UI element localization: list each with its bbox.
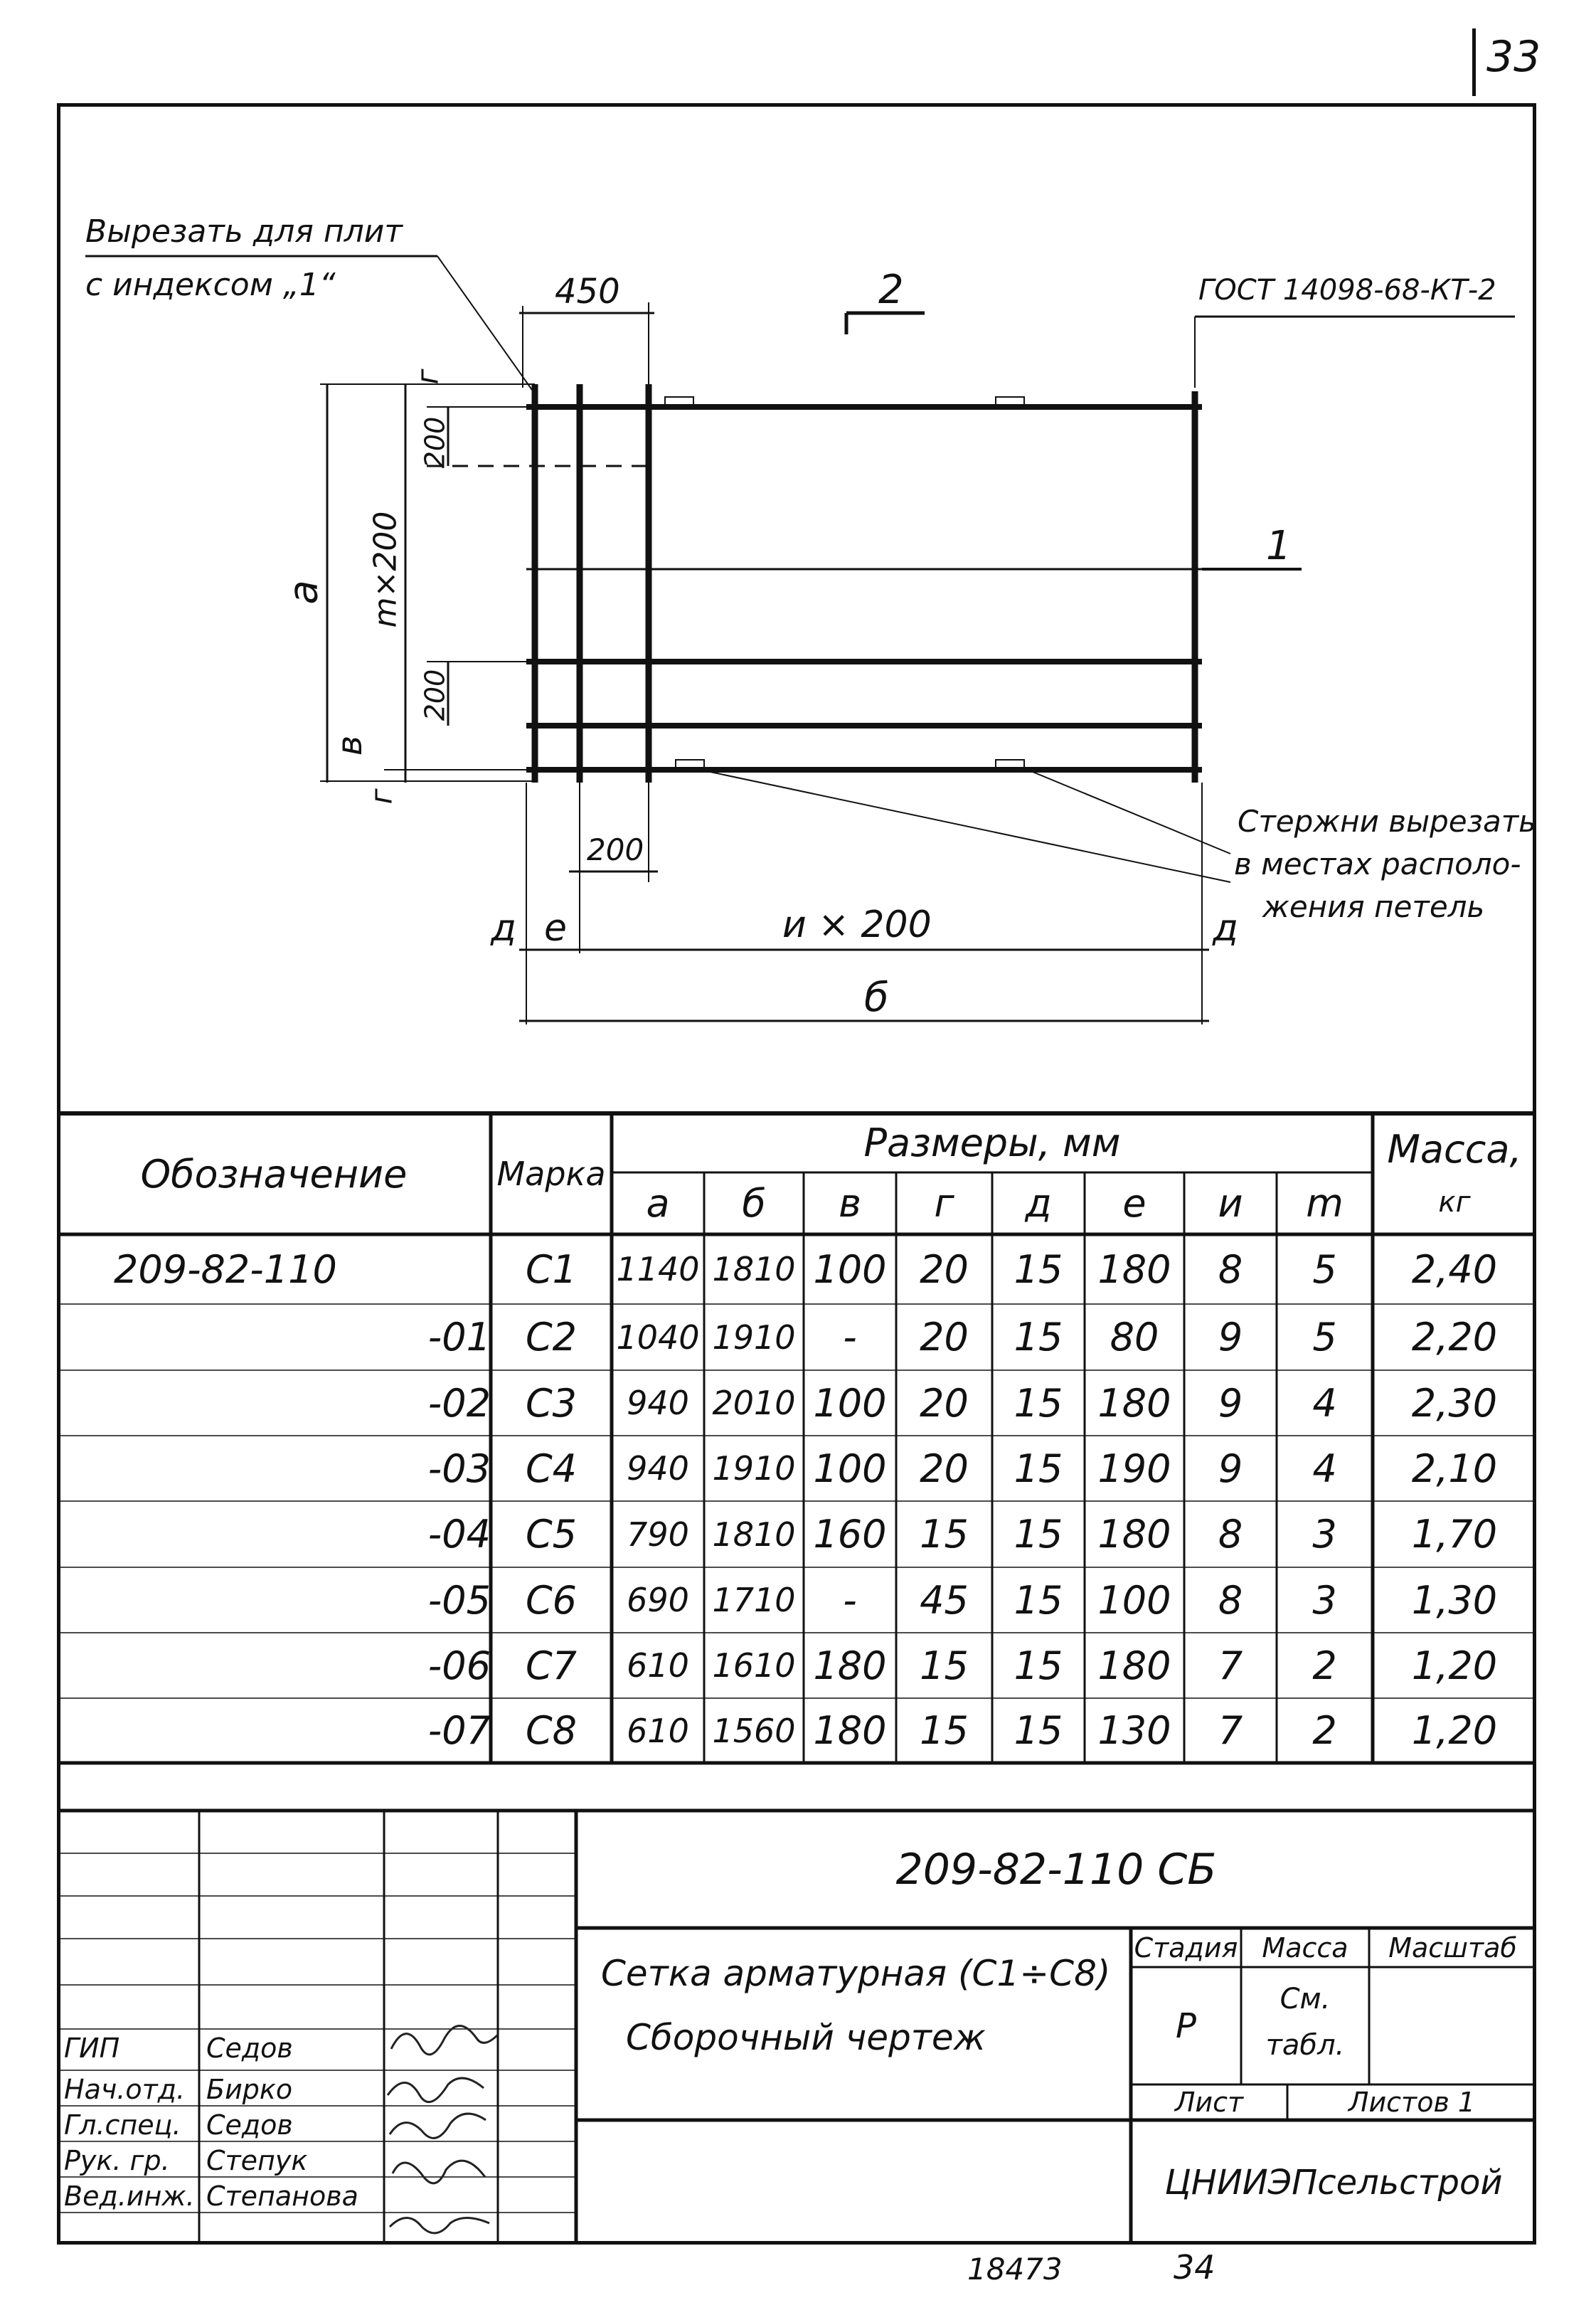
staff-role: ГИП (64, 2033, 120, 2064)
loop-note-line1: Стержни вырезать (1238, 804, 1536, 839)
staff-name: Седов (206, 2109, 293, 2141)
row-designation: -04 (427, 1512, 491, 1557)
row-cell-mass: 2,40 (1411, 1246, 1498, 1292)
row-cell-v: 100 (813, 1380, 887, 1426)
cut-note-line1: Вырезать для плит (85, 213, 403, 250)
row-cell-mass: 2,30 (1411, 1380, 1498, 1426)
row-cell-d: 15 (1014, 1315, 1063, 1360)
row-cell-e: 180 (1097, 1643, 1171, 1688)
row-cell-b: 1610 (712, 1646, 796, 1685)
staff-name: Бирко (206, 2074, 293, 2105)
subheader-2: в (839, 1181, 861, 1226)
title-line1: Сетка арматурная (С1÷С8) (601, 1953, 1111, 1994)
staff-name: Седов (206, 2033, 293, 2064)
row-cell-v: 160 (813, 1512, 887, 1557)
dim-d-right: д (1213, 907, 1238, 950)
sheets-label: Листов 1 (1348, 2087, 1476, 2118)
staff-role: Гл.спец. (64, 2109, 181, 2141)
row-cell-d: 15 (1014, 1446, 1063, 1491)
dim-g-top: г (410, 369, 445, 385)
row-cell-m: 4 (1312, 1380, 1337, 1426)
row-cell-i: 8 (1218, 1577, 1243, 1623)
row-cell-g: 20 (920, 1246, 969, 1292)
header-designation: Обозначение (140, 1151, 408, 1197)
row-cell-e: 190 (1097, 1446, 1171, 1491)
row-cell-v: 180 (813, 1643, 887, 1688)
subheader-7: m (1306, 1181, 1344, 1226)
row-cell-v: 180 (813, 1708, 887, 1753)
sheet-label: Лист (1174, 2087, 1244, 2118)
row-designation: -07 (427, 1708, 491, 1753)
dim-200-mid: 200 (419, 669, 451, 721)
dim-b: б (864, 975, 889, 1021)
corner-number: 33 (1486, 32, 1541, 82)
staff-role: Вед.инж. (64, 2181, 195, 2212)
dim-200-top: 200 (419, 416, 451, 469)
section-1-label: 1 (1266, 523, 1292, 569)
row-designation: -01 (427, 1315, 491, 1360)
row-cell-b: 2010 (712, 1384, 796, 1422)
subheader-3: г (934, 1181, 954, 1226)
row-cell-mark: С1 (525, 1246, 578, 1292)
row-cell-g: 15 (920, 1708, 969, 1753)
row-designation: -03 (427, 1446, 491, 1491)
row-designation: 209-82-110 (114, 1246, 337, 1292)
row-cell-a: 940 (627, 1384, 689, 1422)
dim-450: 450 (555, 272, 620, 312)
row-cell-b: 1910 (712, 1318, 796, 1357)
row-cell-mark: С6 (525, 1577, 578, 1623)
loop-note-line2: в местах располо- (1234, 847, 1521, 881)
row-cell-mass: 1,20 (1411, 1643, 1498, 1688)
row-cell-mark: С2 (525, 1315, 578, 1360)
row-cell-a: 1040 (616, 1318, 700, 1357)
row-cell-i: 7 (1218, 1643, 1243, 1688)
row-cell-m: 5 (1312, 1315, 1337, 1360)
row-cell-a: 610 (627, 1646, 689, 1685)
row-cell-m: 4 (1312, 1446, 1337, 1491)
header-dimensions: Размеры, мм (863, 1120, 1121, 1165)
header-mass: Масса, (1387, 1126, 1522, 1172)
row-cell-v: 100 (813, 1246, 887, 1292)
header-mass-unit: кг (1438, 1186, 1471, 1219)
row-designation: -05 (427, 1577, 491, 1623)
row-cell-i: 7 (1218, 1708, 1243, 1753)
staff-role: Рук. гр. (64, 2145, 170, 2176)
row-cell-i: 9 (1218, 1380, 1243, 1426)
scale-label: Масштаб (1388, 1932, 1517, 1964)
row-cell-mass: 2,10 (1411, 1446, 1498, 1491)
row-cell-m: 2 (1312, 1643, 1337, 1688)
row-cell-mass: 2,20 (1411, 1315, 1498, 1360)
row-cell-b: 1810 (712, 1250, 796, 1288)
row-cell-mass: 1,20 (1411, 1708, 1498, 1753)
row-cell-v: 100 (813, 1446, 887, 1491)
dim-m200: m×200 (367, 511, 404, 628)
header-mark: Марка (496, 1155, 606, 1193)
row-cell-d: 15 (1014, 1708, 1063, 1753)
row-designation: -06 (427, 1643, 491, 1688)
staff-name: Степук (206, 2145, 308, 2176)
subheader-1: б (742, 1181, 766, 1226)
dim-200-bottom: 200 (587, 832, 644, 867)
row-cell-a: 790 (627, 1515, 689, 1554)
row-cell-mark: С4 (525, 1446, 578, 1491)
row-cell-a: 940 (627, 1449, 689, 1488)
title-line2: Сборочный чертеж (626, 2017, 986, 2058)
row-cell-i: 9 (1218, 1446, 1243, 1491)
staff-role: Нач.отд. (64, 2074, 186, 2105)
dim-d-left: д (491, 907, 516, 950)
subheader-4: д (1025, 1181, 1052, 1226)
row-cell-a: 610 (627, 1711, 689, 1750)
page-number: 34 (1174, 2248, 1215, 2287)
row-cell-d: 15 (1014, 1512, 1063, 1557)
subheader-6: и (1218, 1181, 1243, 1226)
row-cell-d: 15 (1014, 1577, 1063, 1623)
row-cell-v: - (843, 1315, 857, 1360)
row-cell-mark: С5 (525, 1512, 578, 1557)
row-cell-i: 8 (1218, 1246, 1243, 1292)
cut-note-line2: с индексом „1“ (85, 267, 336, 303)
staff-name: Степанова (206, 2181, 358, 2212)
row-cell-e: 100 (1097, 1577, 1171, 1623)
dim-i200: и × 200 (782, 904, 932, 946)
row-cell-g: 20 (920, 1446, 969, 1491)
dim-g-bottom: г (363, 788, 399, 805)
row-cell-e: 180 (1097, 1380, 1171, 1426)
row-cell-mark: С8 (525, 1708, 578, 1753)
row-cell-g: 15 (920, 1512, 969, 1557)
row-cell-m: 2 (1312, 1708, 1337, 1753)
row-cell-d: 15 (1014, 1380, 1063, 1426)
row-cell-m: 5 (1312, 1246, 1337, 1292)
row-cell-mass: 1,70 (1411, 1512, 1498, 1557)
archive-number: 18473 (967, 2252, 1063, 2287)
mass-value-line1: См. (1280, 1983, 1331, 2015)
row-cell-m: 3 (1312, 1577, 1337, 1623)
subheader-5: е (1122, 1181, 1147, 1226)
row-cell-d: 15 (1014, 1643, 1063, 1688)
row-cell-g: 20 (920, 1380, 969, 1426)
gost-label: ГОСТ 14098-68-КТ-2 (1198, 274, 1496, 307)
dim-e: е (544, 907, 567, 950)
stage-label: Стадия (1134, 1932, 1238, 1964)
row-cell-g: 20 (920, 1315, 969, 1360)
row-cell-i: 9 (1218, 1315, 1243, 1360)
mass-label: Масса (1262, 1932, 1348, 1964)
row-cell-mass: 1,30 (1411, 1577, 1498, 1623)
row-cell-e: 130 (1097, 1708, 1171, 1753)
row-cell-m: 3 (1312, 1512, 1337, 1557)
row-cell-v: - (843, 1577, 857, 1623)
row-cell-e: 180 (1097, 1512, 1171, 1557)
row-cell-b: 1910 (712, 1449, 796, 1488)
dim-v: в (330, 735, 371, 756)
mass-value-line2: табл. (1265, 2029, 1345, 2062)
dim-a: а (280, 580, 327, 605)
row-cell-a: 1140 (616, 1250, 700, 1288)
row-cell-d: 15 (1014, 1246, 1063, 1292)
row-cell-a: 690 (627, 1581, 689, 1619)
stage-value: Р (1176, 2006, 1196, 2046)
row-cell-e: 80 (1110, 1315, 1159, 1360)
row-cell-e: 180 (1097, 1246, 1171, 1292)
row-cell-b: 1560 (712, 1711, 796, 1750)
row-cell-i: 8 (1218, 1512, 1243, 1557)
row-cell-mark: С7 (525, 1643, 578, 1688)
organization: ЦНИИЭПсельстрой (1164, 2162, 1503, 2203)
loop-note-line3: жения петель (1262, 889, 1485, 924)
doc-code: 209-82-110 СБ (895, 1844, 1217, 1895)
row-designation: -02 (427, 1380, 491, 1426)
row-cell-b: 1810 (712, 1515, 796, 1554)
row-cell-mark: С3 (525, 1380, 578, 1426)
row-cell-g: 15 (920, 1643, 969, 1688)
row-cell-g: 45 (920, 1577, 969, 1623)
row-cell-b: 1710 (712, 1581, 796, 1619)
subheader-0: а (646, 1181, 670, 1226)
section-2-label: 2 (878, 267, 904, 313)
